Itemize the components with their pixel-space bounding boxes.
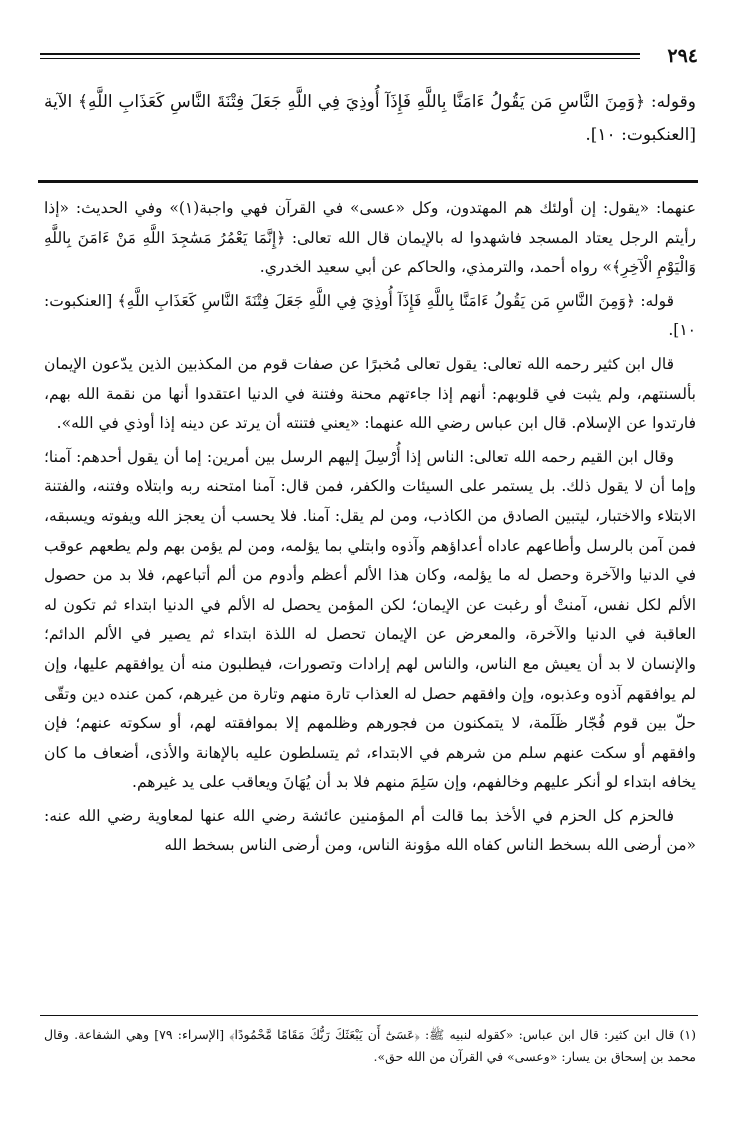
footnotes bbox=[44, 1024, 696, 1068]
footnote: (١) قال ابن كثير: قال ابن عباس: «كقوله لنبيه ﷺ: ﴿عَسَىٰٓ أَن يَبْعَثَكَ رَبُّكَ مَقَامًا مَّحْمُودًا﴾ [الإسراء: ٧٩] وهي الشفاعة. وقال محمد بن إسحاق بن يسار: «وعسى» في القرآن من الله حق». bbox=[44, 1027, 697, 1064]
paragraph: قال ابن كثير رحمه الله تعالى: يقول تعالى مُخبرًا عن صفات قوم من المكذبين الذين يدّعون الإيمان بألسنتهم، ولم يثبت في قلوبهم: أنهم إذا جاءتهم محنة وفتنة في الدنيا اعتقدوا أنها من نقمة الله بهم، فارتدوا عن الإسلام. قال ابن عباس رضي الله عنهما: «يعني فتنته أن يرتد عن دينه إذا أوذي في الله». bbox=[44, 354, 696, 433]
verse-quote-box bbox=[44, 86, 696, 152]
paragraph: فالحزم كل الحزم في الأخذ بما قالت أم المؤمنين عائشة رضي الله عنها لمعاوية رضي الله عنه: «من أرضى الله بسخط الناس كفاه الله مؤونة الناس، ومن أرضى الناس بسخط الله bbox=[44, 806, 696, 855]
paragraph: قوله: ﴿وَمِنَ النَّاسِ مَن يَقُولُ ءَامَنَّا بِاللَّهِ فَإِذَآ أُوذِيَ فِي اللَّهِ جَعَلَ فِتْنَةَ النَّاسِ كَعَذَابِ اللَّهِ﴾ [العنكبوت: ١٠]. bbox=[44, 291, 696, 340]
footnote-divider bbox=[40, 1015, 698, 1016]
section-divider bbox=[38, 180, 698, 183]
paragraph: وقال ابن القيم رحمه الله تعالى: الناس إذا أُرْسِلَ إليهم الرسل بين أمرين: إما أن يقول أحدهم: آمنا؛ وإما أن لا يقول ذلك. بل يستمر على السيئات والكفر، فمن قال: آمنا امتحنه ربه وابتلاه وفتنه، والفتنة الابتلاء والاختبار، ليتبين الصادق من الكاذب، ومن لم يقل: آمنا. فلا يحسب أن يعجز الله ويفوته ويسبقه، فمن آمن بالرسل وأطاعهم عاداه أعداؤهم وآذوه وابتلي بما يؤلمه، ومن لم يؤمن بهم ولم يطعهم عوقب في الدنيا والآخرة وحصل له ما يؤلمه، وكان هذا الألم أعظم وأدوم من ألم أتباعهم، فلا بد من حصول الألم لكل نفس، آمنتْ أو رغبت عن الإيمان؛ لكن المؤمن يحصل له الألم في الدنيا ابتداء ثم تكون له العاقبة في الدنيا والآخرة، والمعرض عن الإيمان تحصل له اللذة ابتداء ثم يصير في الألم الدائم؛ والإنسان لا بد أن يعيش مع الناس، والناس لهم إرادات وتصورات، فيطلبون منه أن يوافقهم عليها، وإن لم يوافقهم آذوه وعذبوه، وإن وافقهم حصل له العذاب تارة منهم وتارة من غيرهم، كمن عنده دين وتقّى حلّ بين قوم فُجّار ظَلَمة، لا يتمكنون من فجورهم وظلمهم إلا بموافقته لهم، أو سكوته عنهم؛ فإن وافقهم أو سكت عنهم سلم من شرهم في الابتداء، ثم يتسلطون عليه بالإهانة والأذى، أضعاف ما كان يخافه ابتداء لو أنكر عليهم وخالفهم، وإن سَلِمَ منهم فلا بد أن يُهَانَ ويعاقب على يد غيرهم. bbox=[44, 447, 696, 792]
main-text bbox=[44, 194, 696, 865]
page-header bbox=[40, 44, 698, 70]
verse-quote-text: وقوله: ﴿وَمِنَ النَّاسِ مَن يَقُولُ ءَامَنَّا بِاللَّهِ فَإِذَآ أُوذِيَ فِي اللَّهِ جَعَلَ فِتْنَةَ النَّاسِ كَعَذَابِ اللَّهِ﴾ الآية [العنكبوت: ١٠]. bbox=[44, 92, 696, 145]
page-number: ٢٩٤ bbox=[667, 45, 698, 67]
paragraph: عنهما: «يقول: إن أولئك هم المهتدون، وكل «عسى» في القرآن فهي واجبة(١)» وفي الحديث: «إذا رأيتم الرجل يعتاد المسجد فاشهدوا له بالإيمان قال الله تعالى: ﴿إِنَّمَا يَعْمُرُ مَسَٰجِدَ اللَّهِ مَنْ ءَامَنَ بِاللَّهِ وَالْيَوْمِ الْآخِرِ﴾» رواه أحمد، والترمذي، والحاكم عن أبي سعيد الخدري. bbox=[44, 199, 696, 277]
header-rule bbox=[40, 53, 640, 55]
header-rule-thin bbox=[40, 58, 640, 59]
